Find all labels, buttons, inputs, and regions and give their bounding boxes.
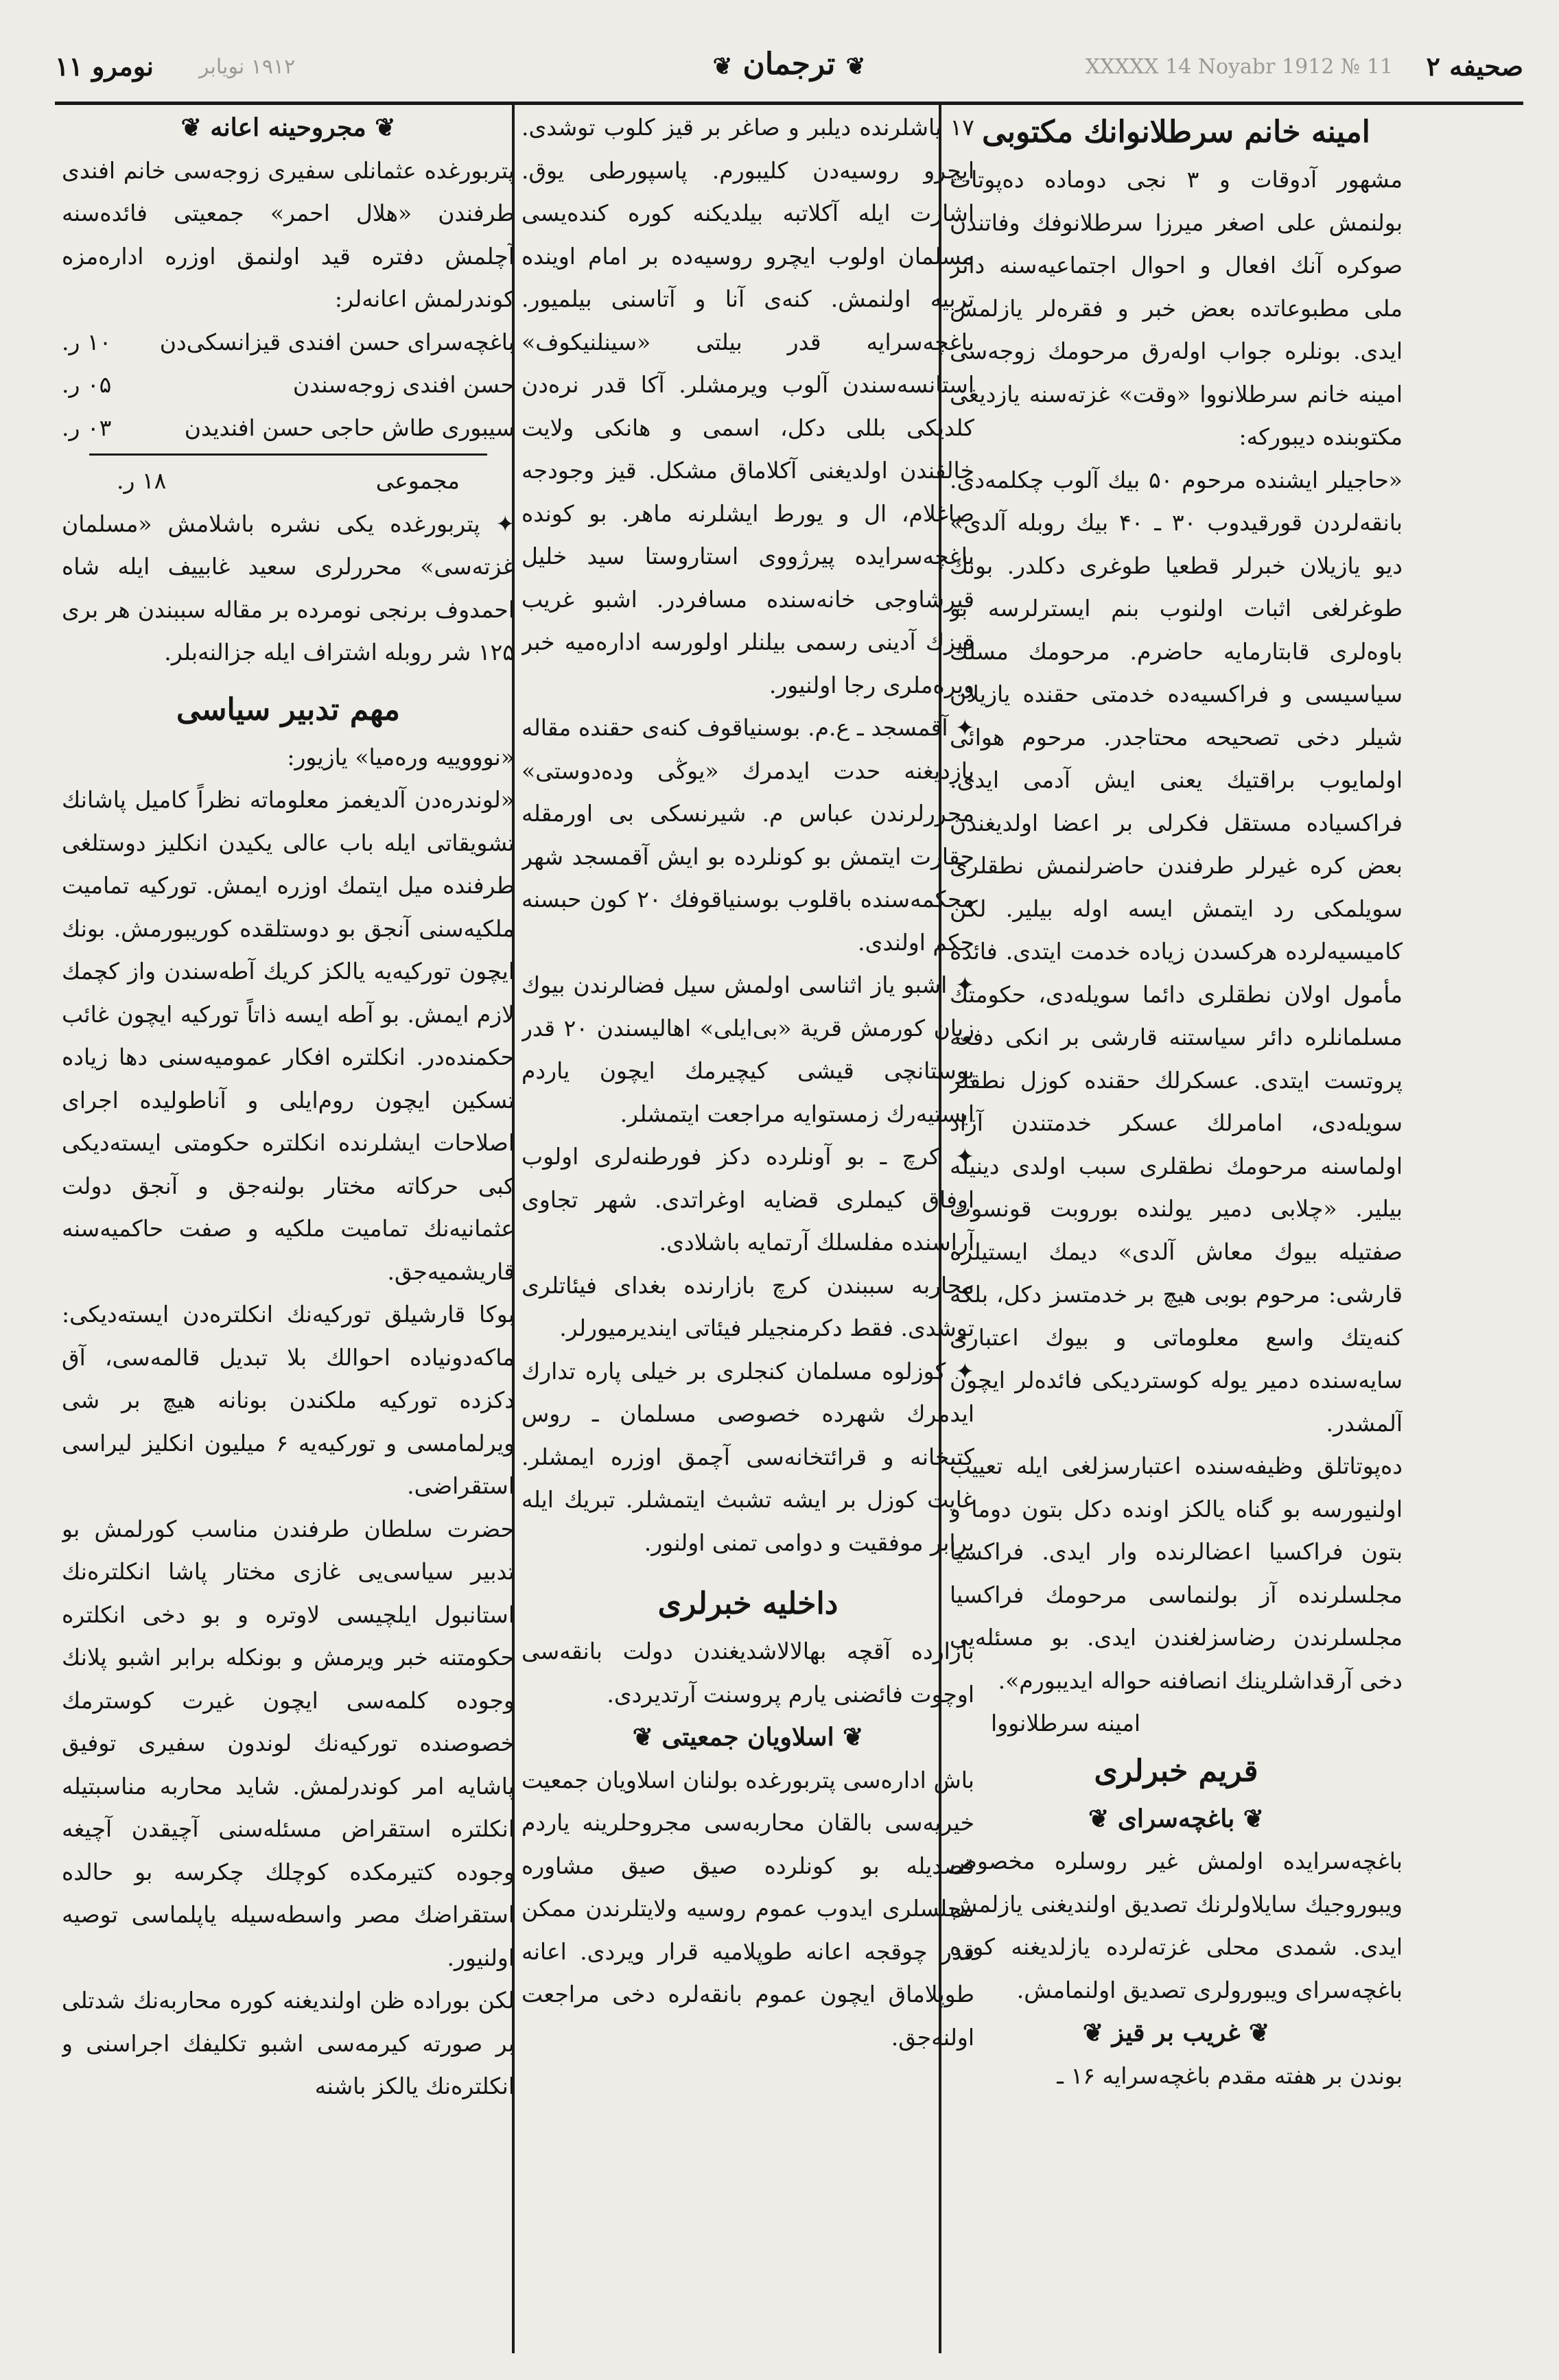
article-paragraph: ✦ پتربورغده یكی نشره باشلامش «مسلمان غزته‌سی» محررلری سعید غابییف ایله شاه احمدوف برنجی نومرده بر مقاله سببندن هر بری ۱۲۵ شر روبله اشتراف ایله جزالنه‌بلر. [62,510,515,665]
issue-number: نومرو ۱۱ [55,51,154,82]
section-subhead: ❦ اسلاویان جمعیتی ❦ [632,1723,864,1752]
section-title: داخلیه خبرلری [657,1586,839,1621]
donation-row [62,407,515,450]
newspaper-title: ترجمان [742,47,836,82]
article-paragraph: مشهور آدوقات و ۳ نجی دوماده دەپوتات بولنمش علی اصغر میرزا سرطلانوفك وفاتندن صوكره آنك افعال و احوال اجتماعیەسنه دائر ملی مطبوعاتده بعض خبر و فقره‌لر یازلمش ایدی. بونلره جواب اوله‌رق مرحومك زوجه‌سی امینه خانم سرطلانووا «وقت» غزته‌سنه یازدیغی مكتوبنده دیبورکه: [950,166,1403,450]
article-paragraph: «لوندرەدن آلدیغمز معلوماته نظراً كامیل پاشانك تشویقاتی ایله باب عالی یكیدن انكلیز دوستلغی طرفنده میل ایتمك اوزره ایمش. توركیه تمامیت ملكیه‌سنی آنجق بو دوستلقده كوریبورمش. بونك ایچون توركیه‌یه یالكز كریك آطه‌سندن واز كچمك لازم ایمش. بو آطه ایسه ذاتاً توركیه ایچون غائب حكمنده‌در. انكلتره افكار عمومیه‌سنی دها زیاده تسكین ایچون روم‌ایلی و آناطولیده اجرای اصلاحات ایشلرنده انكلتره حكومتی ایستەدیكی كبی حركاته مختار بولنه‌جق و آنجق دولت عثمانیه‌نك تمامیت ملكیه و صفت حاكمیه‌سنه قاریشمیه‌جق. [62,786,515,1285]
article-paragraph: بوكا قارشیلق توركیه‌نك انكلتره‌دن ایستەدیكی: ماكه‌دونیاده احوالك بلا تبدیل قالمه‌سی، آق دكزده توركیه ملكندن بونانه هیچ بر شی ویرلمامسی و توركیه‌یه ۶ میلیون انكلیز لیراسی استقراضی. [62,1301,515,1499]
article-paragraph: ✦ كرچ ـ بو آونلرده دكز فورطنه‌لری اولوب اوفاق كیملری قضایه اوغراتدی. شهر تجاوی آراسنده مفلسلك آرتمایه باشلادی. [521,1143,974,1256]
article-paragraph: ✦ كوزلوه مسلمان كنجلری بر خیلی پاره تدارك ایدمرك شهرده خصوصی مسلمان ـ روس كتبخانه و قرائتخانه‌سی آچمق اوزره ایمشلر. غایت كوزل بر ایشه تشبث ایتمشلر. تبریك ایله برابر موفقیت و دوامی تمنی اولنور. [521,1357,974,1556]
article-paragraph: دەپوتاتلق وظیفه‌سنده‌ اعتبارسزلغی ایله تعییب اولنیورسه بو گناه یالكز اونده دكل بتون دوما و بتون فراكسیا اعضالرنده وار ایدی. فراكسیا مجلسلرنده آز بولنماسی مرحومك فراكسیا مجلسلرندن رضاسزلغندن ایدی. بو مسئله‌یی دخی آرقداشلرینك انصافنه حواله ایدیبورم». [950,1452,1403,1694]
article-paragraph: «نوووییه ورەمیا» یازیور: [287,743,515,770]
total-amount: ۱۸ ر. [117,467,167,494]
donation-amount: ۰۵ ر. [62,371,112,398]
aid-intro: پتربورغده عثمانلی سفیری زوجه‌سی خانم افندی طرفندن «هلال احمر» جمعیتی فائده‌سنه آچلمش دفتره قید اولنمق اوزره اداره‌مزه كوندرلمش اعانه‌لر: [62,156,515,312]
section-title: قریم خبرلری [1094,1753,1258,1789]
column-right [950,106,1403,2350]
article-paragraph: باغچه‌سرایده اولمش غیر روسلره مخصوص ویبوروجیك سایلاولرنك تصدیق اولندیغنی یازلمش ایدی. شمدی محلی غزته‌لرده یازلدیغنه كوره باغچه‌سرای ویبورولری تصدیق اولنمامش. [950,1848,1403,2003]
article-paragraph: باش اداره‌سی پتربورغده بولنان اسلاویان جمعیت خیریه‌سی بالقان محاربه‌سی مجروحلرینه یاردم قصدیله بو كونلرده صیق صیق مشاوره مجلسلری ایدوب عموم روسیه ولایتلرندن ممكن قدر چوقجه اعانه طوپلامیه قرار ویردی. اعانه طوپلاماق ایچون عموم بانقه‌لره دخی مراجعت اولنه‌جق. [521,1766,974,2051]
article-paragraph: محاربه سببندن كرچ بازارنده بغدای فیئاتلری توشدی. فقط دكرمنجیلر فیئاتی ایندیرمیورلر. [521,1271,974,1341]
article-headline: امینه خانم سرطلانوانك مكتوبی [982,115,1370,150]
donation-amount: ۰۳ ر. [62,414,112,441]
donation-amount: ۱۰ ر. [62,328,112,355]
donation-row [62,364,515,407]
article-paragraph: حضرت سلطان طرفندن مناسب كورلمش بو تدبیر سیاسی‌یی غازی مختار پاشا انكلتره‌نك استانبول ایلچیسی لاوتره و بو دخی انكلتره حكومتنه خبر ویرمش و بونكله برابر اشبو پلانك وجوده كلمه‌سی ایچون غیرت كوسترمك خصوصنده توركیه‌نك لوندون سفیری توفیق پاشایه امر كوندرلمش. شاید محاربه مناسبتیله انكلتره استقراض مسئله‌سنی آچیقدن آچیغه وجوده كتیرمكده كوچلك چكرسه بو حالده استقراضك مصر واسطه‌سیله یاپلماسی توصیه اولنیور. [62,1515,515,1971]
article-paragraph: ✦ اشبو یاز اثناسی اولمش سیل فضالرندن بیوك زیان كورمش قریة «بی‌ایلی» اهالیسندن ۲۰ قدر بوستانچی قیشی كیچیرمك ایچون یاردم ایستیەرك زمستوایه مراجعت ایتمشلر. [521,971,974,1127]
total-label: مجموعی [375,467,460,494]
article-paragraph: لكن بوراده ظن اولندیغنه كوره محاربه‌نك شدتلی بر صورته كیرمه‌سی اشبو تكلیفك اجراسنی و انكلتره‌نك یالكز باشنه [62,1987,515,2099]
column-left [62,106,515,2350]
article-paragraph: «حاجیلر ایشنده مرحوم ۵۰ بیك آلوب چكلمه‌دی. بانقه‌لردن قورقیدوب ۳۰ ـ ۴۰ بیك روبله آلدی» دیو یازیلان خبرلر قطعیا طوغری دکلدر. بونك طوغرلغی اثبات اولنوب بنم ایسترلرسه بو باوه‌لری قابتارمایه حاضرم. مرحومك مسلك سیاسیسی و فراکسیه‌ده خدمتی حقنده یازیلان شیلر دخی تصحیحه محتاجدر. مرحوم هوائی اولمایوب براقتیك یعنی ایش آدمی ایدی. فراكسیاده مستقل فكرلی بر اعضا اولدیغندن بعض كره غیرلر طرفندن حاضرلنمش نطقلری سویلمکی رد ایتمش ایسه اوله بیلیر. لکن كامیسیه‌لرده هركسدن زیاده خدمت ایتدی. فائده مأمول اولان نطقلری دائما سویله‌دی، حکومتك مسلمانلره دائر سیاستنه قارشی بر انکی دفعه پروتست ایتدی. عسکرلك حقنده كوزل نطقلر سویله‌دی، امامرلك عسکر خدمتندن آزاد اولماسنه مرحومك نطقلری سبب اولدی دینیله بیلیر. «چلابی دمیر یولنده بوروبت قونسوت صفتیله بیوك معاش آلدی» دیمك ایستیلره قارشی: مرحوم بوبی هیچ بر خدمتسز دكل، بلکه كنه‌یتك واسع معلوماتی و بیوك اعتباری سایه‌سنده دمیر یوله كوستردیكی فائده‌لر ایچون آلمشدر. [950,466,1403,1437]
section-subhead: ❦ غریب بر قیز ❦ [1082,2018,1270,2047]
aid-header: ❦ مجروحینه اعانه ❦ [180,113,396,142]
ornament-icon: ❦ [845,53,866,80]
donation-row [62,321,515,364]
masthead [55,41,1523,105]
article-paragraph: ۱۷ یاشلرنده دیلبر و صاغر بر قیز كلوب توشدی. ایچرو روسیه‌دن كلیبورم. پاسپورطی یوق. اشارت ایله آكلاتبه بیلدیكنه كوره كنده‌یسی مسلمان اولوب ایچرو روسیه‌ده بر امام اوینده تربیه اولنمش. كنه‌ی آنا و آتاسنی بیلمیور. باغچه‌سرایه قدر بیلتی «سینلنیكوف» استانسه‌سندن آلوب ویرمشلر. آكا قدر نره‌دن كلدیكی بللی دكل، اسمی و هانكی ولایت خالقندن اولدیغنی آكلاماق مشكل. قیز وجودجه صاغلام، ال و یورط ایشلرنه ماهر. بو كونده باغچه‌سرایده پیرژووی استاروستا سید خلیل قیرشاوجی خانه‌سنده مسافردر. اشبو غریب قیزك آدینی رسمی بیلنلر اولورسه اداره‌میه خبر ویره‌ملری رجا اولنیور. [521,114,974,698]
faded-header-right: XXXXX 14 Noyabr 1912 № 11 [1085,55,1393,79]
donor-name: باغچه‌سرای حسن افندی قیزانسكی‌دن [159,328,515,355]
divider [89,453,487,456]
donation-total [62,460,515,503]
ornament-icon: ❦ [712,53,733,80]
article-headline: مهم تدبیر سیاسی [176,692,400,727]
article-paragraph: بازارده آقچه بهالالاشدیغندن دولت بانقه‌سی اوچوت فائضنی یارم پروسنت آرتدیردی. [521,1638,974,1708]
article-paragraph: بوندن بر هفته مقدم باغچه‌سرایه ۱۶ ـ [1057,2062,1403,2089]
page-label: صحیفه ۲ [1426,51,1523,82]
donor-name: حسن افندی زوجه‌سندن [292,371,515,398]
article-paragraph: ✦ آقمسجد ـ ع.م. بوسنیاقوف كنه‌ی حقنده مقاله یازدیغنه حدت ایدمرك «یوڭی ودەدوستی» محررلرندن عباس م. شیرنسكی بی اورمقله حقارت ایتمش بو كونلرده بو ایش آقمسجد شهر محكمه‌سنده باقلوب بوسنیاقوفك ۲۰ كون حبسنه حكم اولندی. [521,714,974,956]
faded-header-left: ۱۹۱۲ نویابر [199,55,296,79]
column-middle [521,106,974,2350]
section-subhead: ❦ باغچه‌سرای ❦ [1088,1804,1264,1833]
signature: امینه سرطلانووا [991,1710,1141,1736]
donor-name: سیبوری طاش حاجی حسن افندیدن [184,414,515,441]
